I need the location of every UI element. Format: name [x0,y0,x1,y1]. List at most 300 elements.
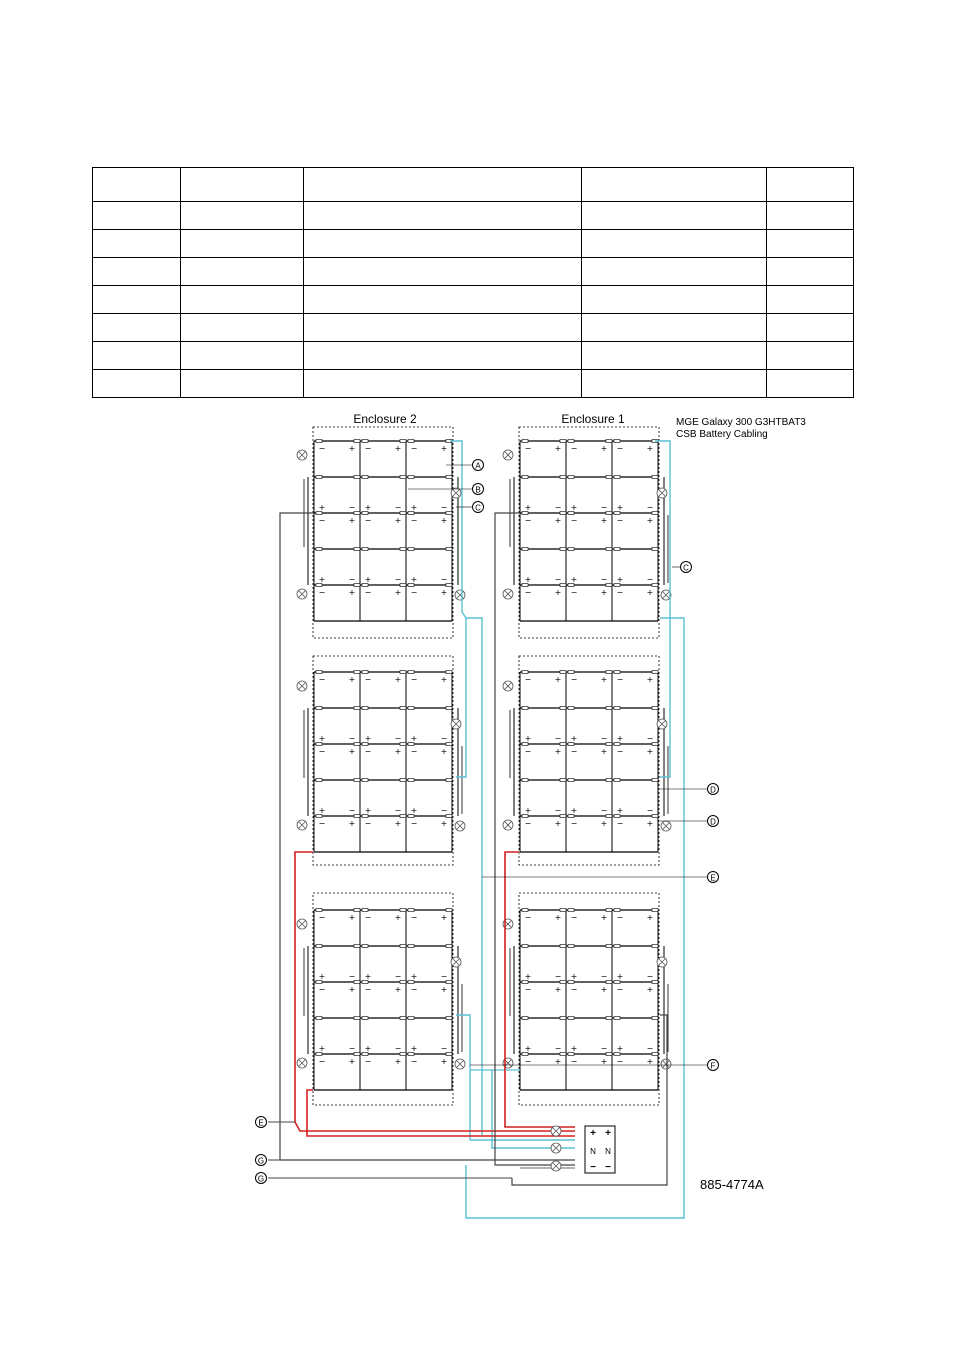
polarity-mark: + [616,1044,624,1053]
polarity-mark: − [394,972,402,981]
table-cell [582,202,767,230]
battery-post [522,815,528,818]
battery-post [560,548,566,551]
battery-post [560,981,566,984]
battery-post [316,743,322,746]
polarity-mark: + [348,444,356,453]
polarity-mark: − [318,675,326,684]
table-row [93,314,854,342]
polarity-mark: − [394,734,402,743]
polarity-mark: + [394,1057,402,1066]
battery-post [614,743,620,746]
battery-post [354,440,360,443]
table-cell [93,342,181,370]
terminal-plus-right: + [605,1128,611,1139]
wire [466,618,482,1135]
table-cell [767,370,854,398]
enclosure-outline [313,427,453,638]
table-cell [181,342,304,370]
polarity-mark: + [616,806,624,815]
battery-post [560,815,566,818]
battery-post [614,779,620,782]
polarity-mark: + [600,819,608,828]
battery-post [316,945,322,948]
battery-post [400,743,406,746]
polarity-mark: + [364,972,372,981]
battery-post [568,1017,574,1020]
battery-post [560,440,566,443]
table-cell [304,168,582,202]
polarity-mark: − [600,575,608,584]
battery-post [568,743,574,746]
polarity-mark: − [410,819,418,828]
polarity-mark: + [394,516,402,525]
battery-post [614,707,620,710]
polarity-mark: − [440,575,448,584]
polarity-mark: − [348,806,356,815]
battery-post [362,743,368,746]
polarity-mark: + [570,806,578,815]
battery-post [408,779,414,782]
battery-post [354,779,360,782]
callout-b-label: B [475,485,481,495]
polarity-mark: − [616,985,624,994]
battery-post [522,584,528,587]
battery-post [400,981,406,984]
table-row [93,258,854,286]
table-cell [304,202,582,230]
polarity-mark: − [364,747,372,756]
battery-post [606,815,612,818]
battery-post [606,476,612,479]
table-cell [181,314,304,342]
battery-post [652,981,658,984]
polarity-mark: + [318,1044,326,1053]
terminal-n-left: N [590,1147,596,1156]
table-cell [582,258,767,286]
table-cell [181,202,304,230]
battery-post [522,1053,528,1056]
battery-post [354,909,360,912]
polarity-mark: − [570,444,578,453]
battery-post [408,815,414,818]
polarity-mark: + [524,575,532,584]
polarity-mark: − [410,588,418,597]
table-row [93,370,854,398]
battery-post [606,548,612,551]
polarity-mark: − [524,1057,532,1066]
battery-post [316,671,322,674]
battery-post [400,945,406,948]
table-cell [181,168,304,202]
polarity-mark: + [318,734,326,743]
polarity-mark: − [440,734,448,743]
table-row [93,168,854,202]
battery-post [446,945,452,948]
battery-post [316,476,322,479]
battery-post [362,909,368,912]
table-cell [767,202,854,230]
battery-post [606,671,612,674]
battery-post [614,440,620,443]
table-cell [582,286,767,314]
polarity-mark: + [394,675,402,684]
battery-post [408,440,414,443]
polarity-mark: + [646,747,654,756]
battery-post [568,945,574,948]
battery-post [522,707,528,710]
polarity-mark: − [554,575,562,584]
polarity-mark: − [524,516,532,525]
battery-post [560,909,566,912]
polarity-mark: + [394,588,402,597]
polarity-mark: − [410,985,418,994]
battery-post [614,548,620,551]
table-cell [93,168,181,202]
battery-post [408,743,414,746]
polarity-mark: + [410,503,418,512]
polarity-mark: − [616,1057,624,1066]
battery-post [362,440,368,443]
battery-post [568,671,574,674]
terminal-block [585,1126,615,1173]
caption-line-1: MGE Galaxy 300 G3HTBAT3 [676,417,806,428]
battery-post [446,981,452,984]
polarity-mark: + [440,1057,448,1066]
battery-post [614,815,620,818]
battery-post [560,1053,566,1056]
polarity-mark: − [616,819,624,828]
polarity-mark: − [348,503,356,512]
battery-post [614,1017,620,1020]
battery-post [652,743,658,746]
battery-post [614,512,620,515]
battery-post [316,440,322,443]
polarity-mark: − [364,913,372,922]
polarity-mark: − [394,806,402,815]
battery-post [568,707,574,710]
polarity-mark: − [600,1044,608,1053]
polarity-mark: + [554,985,562,994]
polarity-mark: − [646,575,654,584]
polarity-mark: − [646,503,654,512]
callout-e-2 [256,1117,267,1128]
polarity-mark: + [440,444,448,453]
table-cell [304,286,582,314]
table-cell [582,342,767,370]
battery-post [354,548,360,551]
battery-post [400,909,406,912]
battery-post [400,476,406,479]
polarity-mark: − [616,444,624,453]
battery-post [400,440,406,443]
battery-post [408,981,414,984]
polarity-mark: + [364,806,372,815]
battery-post [316,909,322,912]
polarity-mark: + [554,819,562,828]
table-cell [93,370,181,398]
battery-post [560,584,566,587]
polarity-mark: + [394,985,402,994]
battery-post [316,779,322,782]
polarity-mark: − [570,1057,578,1066]
polarity-mark: + [348,675,356,684]
callout-g-2 [256,1173,267,1184]
battery-post [522,909,528,912]
polarity-mark: + [440,516,448,525]
battery-post [522,743,528,746]
polarity-mark: − [524,819,532,828]
terminal-plus-left: + [590,1128,596,1139]
polarity-mark: + [440,747,448,756]
polarity-mark: + [410,1044,418,1053]
polarity-mark: + [646,588,654,597]
battery-post [522,981,528,984]
polarity-mark: − [410,444,418,453]
battery-post [446,476,452,479]
polarity-mark: − [600,972,608,981]
battery-post [400,584,406,587]
polarity-mark: − [570,675,578,684]
polarity-mark: − [364,588,372,597]
specification-table [92,167,854,398]
polarity-mark: − [364,1057,372,1066]
polarity-mark: + [570,972,578,981]
battery-post [560,476,566,479]
battery-post [316,548,322,551]
table-cell [582,314,767,342]
polarity-mark: + [646,1057,654,1066]
table-cell [93,202,181,230]
polarity-mark: − [616,588,624,597]
battery-post [560,671,566,674]
callout-d-1-label: D [710,785,716,795]
polarity-mark: + [440,913,448,922]
polarity-mark: + [524,972,532,981]
polarity-mark: + [318,503,326,512]
polarity-mark: − [348,1044,356,1053]
battery-post [606,779,612,782]
polarity-mark: + [364,1044,372,1053]
polarity-mark: − [554,972,562,981]
terminal-minus-right: − [605,1162,611,1173]
callout-c-2-label: C [683,563,689,573]
table-cell [767,342,854,370]
battery-post [400,1053,406,1056]
polarity-mark: − [524,444,532,453]
battery-post [606,981,612,984]
table-cell [304,370,582,398]
battery-post [652,909,658,912]
table-cell [304,258,582,286]
battery-post [408,512,414,515]
polarity-mark: − [570,588,578,597]
battery-post [316,815,322,818]
battery-post [568,909,574,912]
table-row [93,286,854,314]
callout-d-2 [708,816,719,827]
polarity-mark: + [440,675,448,684]
table-cell [304,314,582,342]
battery-post [614,909,620,912]
enclosure-1-label: Enclosure 1 [561,412,625,426]
battery-post [652,671,658,674]
callout-d-2-label: D [710,817,716,827]
polarity-mark: + [410,575,418,584]
polarity-mark: + [348,747,356,756]
polarity-mark: − [364,819,372,828]
polarity-mark: + [410,734,418,743]
callout-d-1 [708,784,719,795]
polarity-mark: − [318,819,326,828]
polarity-mark: − [364,675,372,684]
polarity-mark: + [364,734,372,743]
polarity-mark: − [440,806,448,815]
table-cell [582,370,767,398]
polarity-mark: − [600,806,608,815]
table-cell [767,286,854,314]
polarity-mark: + [600,913,608,922]
polarity-mark: + [600,747,608,756]
battery-post [614,981,620,984]
battery-post [362,1053,368,1056]
polarity-mark: − [524,747,532,756]
battery-post [362,1017,368,1020]
polarity-mark: − [410,516,418,525]
polarity-mark: − [570,985,578,994]
battery-post [362,779,368,782]
callout-a [473,460,484,471]
polarity-mark: − [570,819,578,828]
polarity-mark: − [348,734,356,743]
table-cell [181,230,304,258]
callout-g-2-label: G [257,1174,265,1184]
battery-post [652,476,658,479]
polarity-mark: + [524,806,532,815]
enclosure-2-label: Enclosure 2 [353,412,417,426]
battery-post [606,743,612,746]
polarity-mark: + [318,575,326,584]
battery-post [316,707,322,710]
polarity-mark: − [318,747,326,756]
wire [295,852,575,1131]
battery-post [560,512,566,515]
polarity-mark: + [600,1057,608,1066]
battery-post [362,584,368,587]
polarity-mark: − [440,972,448,981]
polarity-mark: + [646,516,654,525]
battery-post [408,1053,414,1056]
battery-post [408,476,414,479]
battery-post [446,512,452,515]
polarity-mark: + [394,444,402,453]
callout-f-label: F [710,1061,716,1071]
polarity-mark: − [554,1044,562,1053]
battery-post [614,1053,620,1056]
battery-post [400,707,406,710]
polarity-mark: − [600,503,608,512]
caption-line-2: CSB Battery Cabling [676,429,768,440]
battery-post [408,584,414,587]
battery-post [354,945,360,948]
battery-post [652,779,658,782]
table-cell [181,258,304,286]
polarity-mark: − [440,503,448,512]
enclosure-outline [313,656,453,865]
polarity-mark: − [348,972,356,981]
table-cell [93,230,181,258]
battery-post [614,476,620,479]
polarity-mark: + [646,675,654,684]
polarity-mark: + [646,819,654,828]
table-cell [767,258,854,286]
battery-post [354,815,360,818]
polarity-mark: + [348,819,356,828]
battery-post [400,548,406,551]
polarity-mark: − [570,747,578,756]
polarity-mark: + [410,972,418,981]
battery-post [446,815,452,818]
polarity-mark: − [410,747,418,756]
polarity-mark: + [318,806,326,815]
polarity-mark: + [318,972,326,981]
enclosure-outline [519,656,659,865]
battery-post [560,779,566,782]
battery-post [652,707,658,710]
polarity-mark: − [410,913,418,922]
battery-post [316,584,322,587]
battery-post [568,548,574,551]
battery-post [362,512,368,515]
table-cell [767,314,854,342]
battery-post [606,1017,612,1020]
callout-c-2 [681,562,692,573]
battery-post [606,584,612,587]
battery-post [560,707,566,710]
table-cell [767,230,854,258]
callout-e-2-label: E [258,1118,264,1128]
table-cell [181,286,304,314]
battery-post [354,512,360,515]
table-cell [767,168,854,202]
battery-post [560,1017,566,1020]
table-cell [93,286,181,314]
battery-post [354,476,360,479]
battery-post [316,1053,322,1056]
battery-post [362,671,368,674]
polarity-mark: − [554,503,562,512]
table-cell [304,230,582,258]
polarity-mark: + [440,819,448,828]
polarity-mark: + [554,516,562,525]
polarity-mark: + [524,1044,532,1053]
polarity-mark: − [318,516,326,525]
battery-post [446,548,452,551]
polarity-mark: − [318,444,326,453]
battery-post [446,1017,452,1020]
battery-post [316,512,322,515]
polarity-mark: − [410,675,418,684]
polarity-mark: − [646,1044,654,1053]
polarity-mark: + [570,575,578,584]
battery-post [362,476,368,479]
polarity-mark: + [348,913,356,922]
battery-post [354,981,360,984]
wire [307,1090,575,1136]
callout-g-1 [256,1155,267,1166]
battery-post [400,1017,406,1020]
part-number: 885-4774A [700,1177,764,1192]
